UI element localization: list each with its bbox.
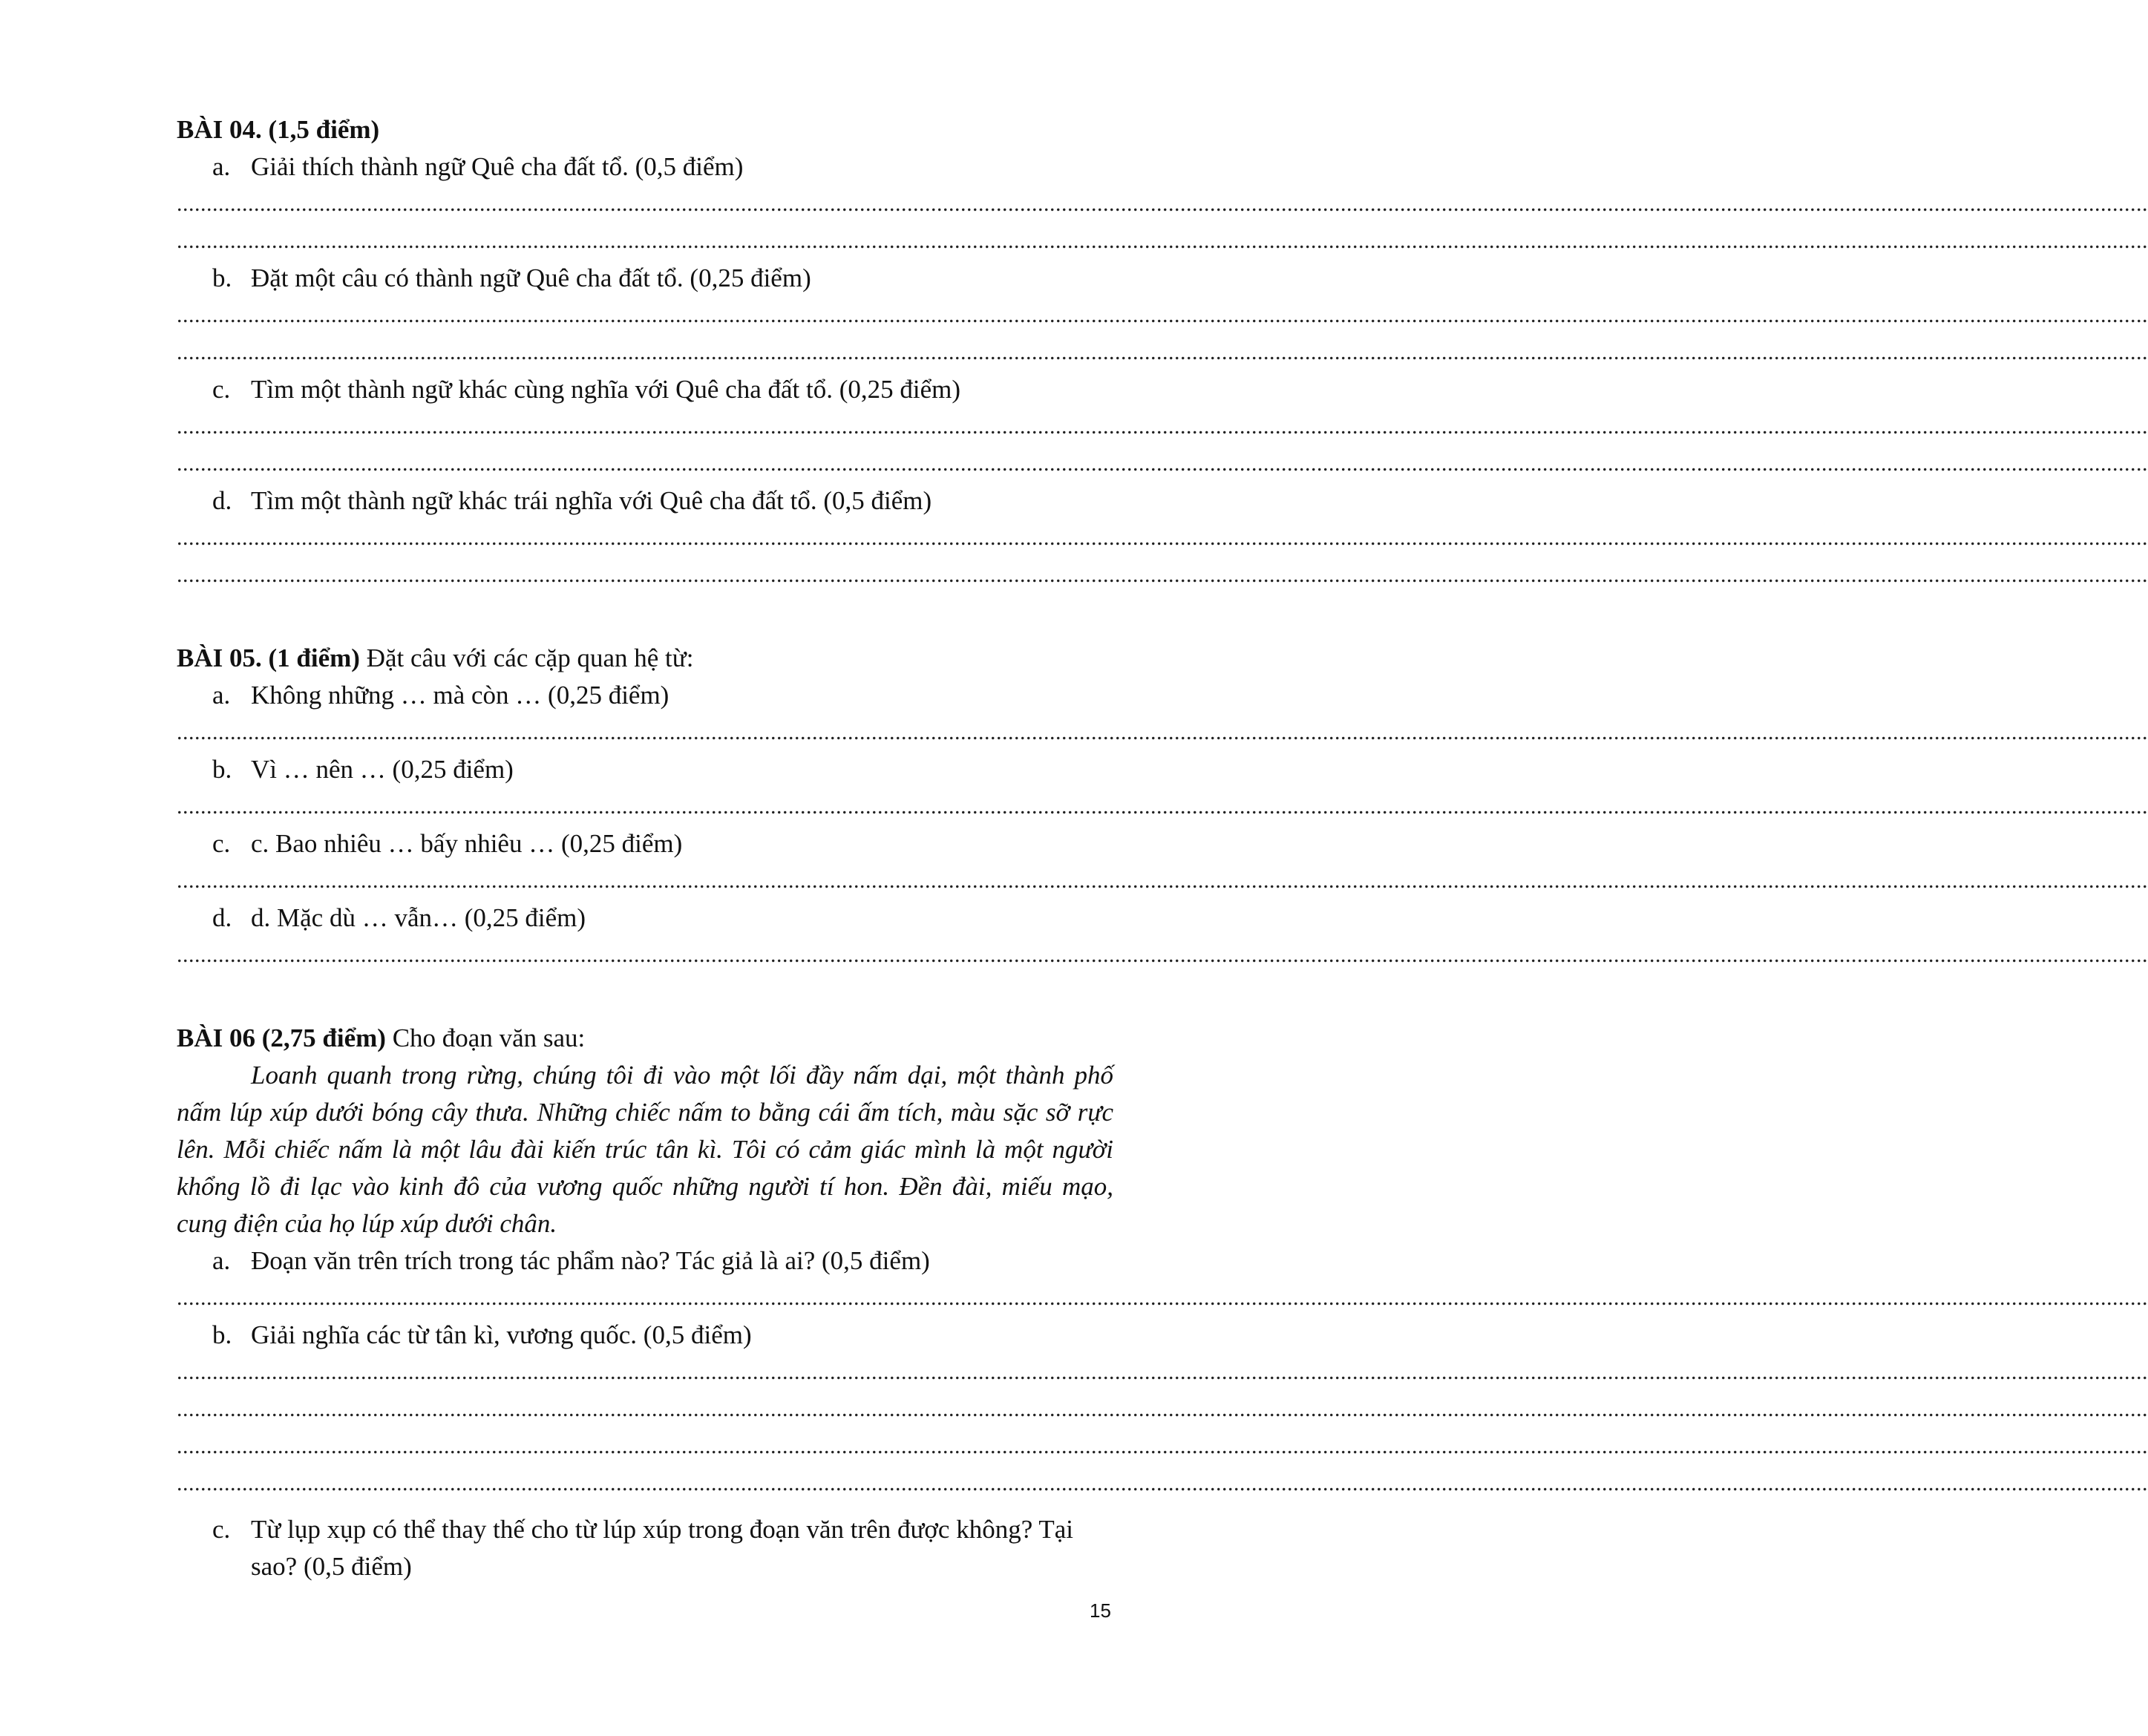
item-marker: b. <box>212 755 232 784</box>
item-marker: a. <box>212 681 231 710</box>
item-marker: b. <box>212 1320 232 1349</box>
item-marker: b. <box>212 263 232 292</box>
answer-line[interactable]: ............................................................................................................................................................................................................................................................................................................................................ <box>177 340 2148 364</box>
exercise-04-item-a <box>177 148 1123 186</box>
item-marker: c. <box>212 375 231 404</box>
exercise-06-instruction: Cho đoạn văn sau: <box>385 1023 586 1052</box>
exercise-05-title <box>177 640 1123 677</box>
exercise-05-item-b <box>177 751 1123 788</box>
answer-line[interactable]: ............................................................................................................................................................................................................................................................................................................................................ <box>177 563 2148 587</box>
item-text: Giải thích thành ngữ Quê cha đất tổ. (0,5 điểm) <box>251 152 744 181</box>
item-text: Giải nghĩa các từ tân kì, vương quốc. (0,5 điểm) <box>251 1320 752 1349</box>
answer-line[interactable]: ............................................................................................................................................................................................................................................................................................................................................ <box>177 525 2148 550</box>
item-text: Từ lụp xụp có thể thay thế cho từ lúp xúp trong đoạn văn trên được không? Tại sao? (0,5 điểm) <box>251 1515 1074 1581</box>
exercise-06-item-c <box>177 1511 1123 1585</box>
answer-line[interactable]: ............................................................................................................................................................................................................................................................................................................................................ <box>177 1285 2148 1310</box>
page-number: 15 <box>1090 1599 1111 1622</box>
exercise-05-item-c <box>177 825 1123 862</box>
exercise-04-item-c <box>177 371 1123 408</box>
answer-line[interactable]: ............................................................................................................................................................................................................................................................................................................................................ <box>177 868 2148 893</box>
item-text: Đoạn văn trên trích trong tác phẩm nào? Tác giả là ai? (0,5 điểm) <box>251 1246 930 1275</box>
answer-line[interactable]: ............................................................................................................................................................................................................................................................................................................................................ <box>177 451 2148 476</box>
item-marker: c. <box>212 1515 231 1544</box>
answer-line[interactable]: ............................................................................................................................................................................................................................................................................................................................................ <box>177 1434 2148 1458</box>
item-text: Tìm một thành ngữ khác trái nghĩa với Quê cha đất tổ. (0,5 điểm) <box>251 486 932 515</box>
item-text: Vì … nên … (0,25 điểm) <box>251 755 514 784</box>
answer-line[interactable]: ............................................................................................................................................................................................................................................................................................................................................ <box>177 1360 2148 1384</box>
item-text: c. Bao nhiêu … bấy nhiêu … (0,25 điểm) <box>251 829 683 858</box>
item-spacer <box>177 1502 1123 1511</box>
exercise-04 <box>177 111 2148 594</box>
answer-line[interactable]: ............................................................................................................................................................................................................................................................................................................................................ <box>177 1471 2148 1496</box>
answer-line[interactable]: ............................................................................................................................................................................................................................................................................................................................................ <box>177 303 2148 327</box>
item-marker: d. <box>212 903 232 932</box>
answer-line[interactable]: ............................................................................................................................................................................................................................................................................................................................................ <box>177 191 2148 216</box>
item-text: Tìm một thành ngữ khác cùng nghĩa với Quê cha đất tổ. (0,25 điểm) <box>251 375 961 404</box>
exercise-05-item-d <box>177 900 1123 937</box>
section-spacer <box>177 974 1123 1020</box>
item-marker: a. <box>212 1246 231 1275</box>
exercise-05-item-a <box>177 677 1123 714</box>
answer-line[interactable]: ............................................................................................................................................................................................................................................................................................................................................ <box>177 229 2148 253</box>
exercise-06-title <box>177 1020 1123 1057</box>
answer-line[interactable]: ............................................................................................................................................................................................................................................................................................................................................ <box>177 720 2148 744</box>
item-marker: c. <box>212 829 231 858</box>
exercise-04-item-d <box>177 482 1123 520</box>
item-text: d. Mặc dù … vẫn… (0,25 điểm) <box>251 903 586 932</box>
exercise-04-title: BÀI 04. (1,5 điểm) <box>177 115 380 144</box>
item-marker: d. <box>212 486 232 515</box>
exercise-05 <box>177 640 2148 974</box>
answer-line[interactable]: ............................................................................................................................................................................................................................................................................................................................................ <box>177 414 2148 439</box>
item-text: Không những … mà còn … (0,25 điểm) <box>251 681 669 710</box>
section-spacer <box>177 594 1123 640</box>
answer-line[interactable]: ............................................................................................................................................................................................................................................................................................................................................ <box>177 943 2148 967</box>
exercise-05-instruction: Đặt câu với các cặp quan hệ từ: <box>359 643 694 672</box>
exercise-06-item-a <box>177 1242 1123 1280</box>
exercise-06-item-b <box>177 1317 1123 1354</box>
exercise-04-item-b <box>177 260 1123 297</box>
reading-passage: Loanh quanh trong rừng, chúng tôi đi vào một lối đầy nấm dại, một thành phố nấm lúp xúp dưới bóng cây thưa. Những chiếc nấm to bằng cái ấm tích, màu sặc sỡ rực lên. Mỗi chiếc nấm là một lâu đài kiến trúc tân kì. Tôi có cảm giác mình là một người khổng lồ đi lạc vào kinh đô của vương quốc những người tí hon. Đền đài, miếu mạo, cung điện của họ lúp xúp dưới chân. <box>177 1061 1113 1238</box>
exercise-05-label: BÀI 05. (1 điểm) <box>177 643 360 672</box>
worksheet-page <box>177 111 2148 1585</box>
exercise-06 <box>177 1020 2148 1585</box>
item-marker: a. <box>212 152 231 181</box>
answer-line[interactable]: ............................................................................................................................................................................................................................................................................................................................................ <box>177 1397 2148 1421</box>
answer-line[interactable]: ............................................................................................................................................................................................................................................................................................................................................ <box>177 794 2148 819</box>
exercise-06-label: BÀI 06 (2,75 điểm) <box>177 1023 386 1052</box>
item-text: Đặt một câu có thành ngữ Quê cha đất tổ. (0,25 điểm) <box>251 263 811 292</box>
